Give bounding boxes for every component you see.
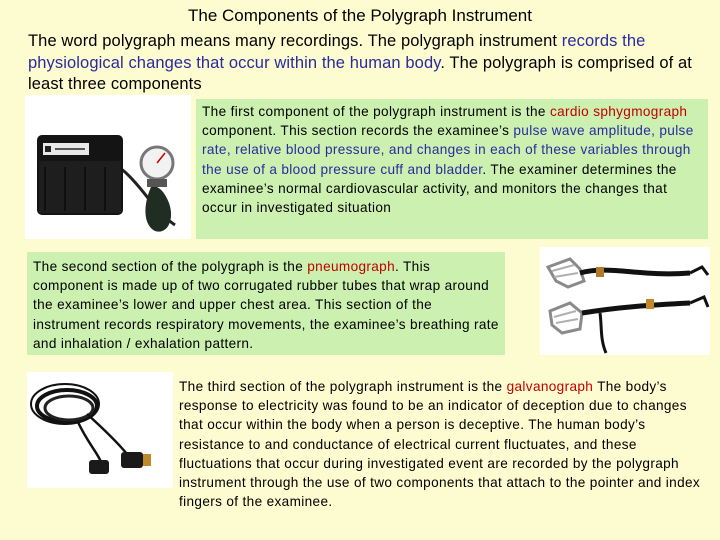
cardio-lead: The first component of the polygraph instrument is the: [202, 104, 550, 119]
pneumo-body: . This component is made up of two corrugated rubber tubes that wrap around the examinee’s lower and upper chest area. This section of the instrument records respiratory movements, the examinee’s breathing rate and inhalation / exhalation pattern.: [33, 259, 499, 351]
pneumo-lead: The second section of the polygraph is the: [33, 259, 308, 274]
galvano-term: galvanograph: [506, 379, 594, 394]
intro-text-2: . The polygraph is comprised of at least three components: [28, 53, 692, 93]
pneumo-term: pneumograph: [307, 259, 395, 274]
cardio-sphygmograph-description: [196, 99, 708, 239]
cardio-term: cardio sphygmograph: [549, 104, 688, 119]
slide-title: The Components of the Polygraph Instrument: [188, 6, 532, 25]
pneumograph-description: [27, 252, 505, 355]
galvanograph-description: [173, 375, 713, 535]
cardio-highlight: pulse wave amplitude, pulse rate, relative blood pressure, and changes in each of these variables through the use of a blood pressure cuff and bladder: [202, 123, 694, 177]
cardio-body: component. This section records the examinee’s: [202, 123, 514, 139]
pneumograph-tubes-image: [540, 247, 710, 355]
galvanograph-electrodes-image: [27, 372, 173, 488]
cardio-tail: . The examiner determines the examinee’s normal cardiovascular activity, and monitors the changes that occur in investigated situation: [202, 161, 677, 216]
intro-text-1: The word polygraph means many recordings. The polygraph instrument: [28, 32, 562, 50]
intro-paragraph: [28, 31, 708, 96]
blood-pressure-cuff-image: [25, 95, 191, 239]
galvano-body: The body’s response to electricity was found to be an indicator of deception due to changes that occur within the body when a person is deceptive. The human body’s resistance to and conductance of electrical current fluctuates, and these fluctuations that occur during investigated event are recorded by the polygraph instrument through the use of two components that attach to the pointer and index fingers of the examinee.: [179, 379, 701, 510]
intro-highlight: records the physiological changes that occur within the human body: [28, 32, 646, 72]
galvano-lead: The third section of the polygraph instrument is the: [179, 379, 507, 394]
